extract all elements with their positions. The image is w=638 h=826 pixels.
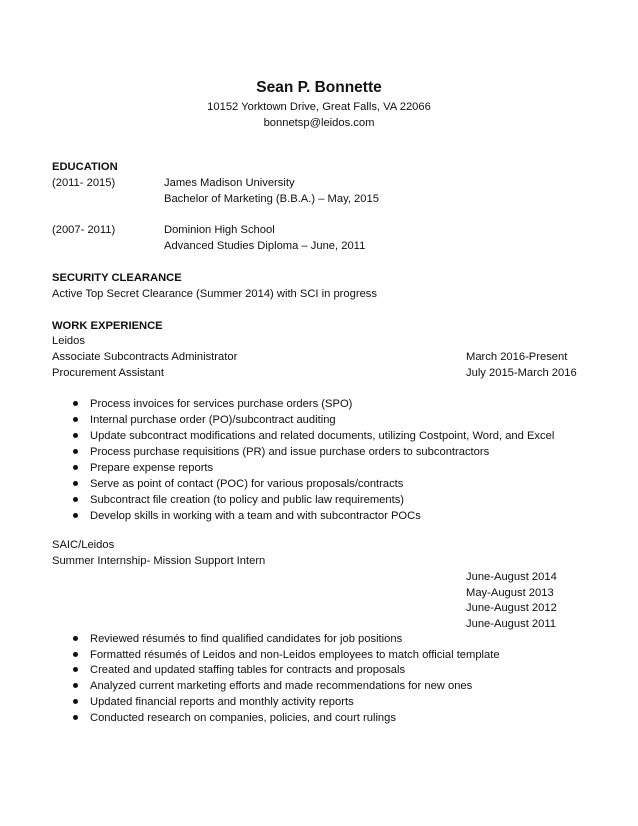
education-school: Dominion High School (164, 224, 275, 236)
address: 10152 Yorktown Drive, Great Falls, VA 22066 (207, 101, 431, 113)
bullet-icon (73, 636, 78, 641)
bullet-icon (73, 481, 78, 486)
bullet-icon (73, 417, 78, 422)
bullet-icon (73, 652, 78, 657)
resume-name: Sean P. Bonnette (256, 79, 382, 96)
bullet-icon (73, 715, 78, 720)
bullet-icon (73, 433, 78, 438)
bullet-icon (73, 401, 78, 406)
bullet-icon (73, 465, 78, 470)
education-school: James Madison University (164, 177, 295, 189)
resume-page: Sean P. Bonnette 10152 Yorktown Drive, Great Falls, VA 22066 bonnetsp@leidos.com EDUCATION (2011- 2015) James Madison University Bachelor of Marketing (B.B.A.) – May, 2015 (2007- 2011) Dominion High School Advanced Studies Diploma – June, 2011 SECURITY CLEARANCE Active Top Secret Clearance (Summer 2014) with SCI in progress WORK EXPERIENCE Leidos Associate Subcontracts Administrator March 2016-Present Procurement Assistant July 2015-March 2016 Process invoices for services purchase orders (SPO) Internal purchase order (PO)/subcontract auditing Update subcontract modifications and related documents, utilizing Costpoint, Word, and Excel Process purchase requisitions (PR) and issue purchase orders to subcontractors Prepare expense reports Serve as point of contact (POC) for various proposals/contracts Subcontract file creation (to policy and public law requirements) Develop skills in working with a team and with subcontractor POCs SAIC/Leidos Summer Internship- Mission Support Intern June-August 2014 May-August 2013 June-August 2012 June-August 2011 Reviewed résumés to find qualified candidates for job positions Formatted résumés of Leidos and non-Leidos employees to match official template Created and updated staffing tables for contracts and proposals Analyzed current marketing efforts and made recommendations for new ones Updated financial reports and monthly activity reports Conducted research on companies, policies, and court rulings (0, 0, 638, 826)
education-degree: Advanced Studies Diploma – June, 2011 (164, 240, 366, 252)
bullet-icon (73, 699, 78, 704)
education-dates: (2007- 2011) (52, 224, 116, 236)
clearance-heading: SECURITY CLEARANCE (52, 272, 182, 284)
bullet-icon (73, 667, 78, 672)
education-dates: (2011- 2015) (52, 177, 116, 189)
work-heading: WORK EXPERIENCE (52, 320, 163, 332)
job-dates: June-August 2011 (466, 618, 556, 630)
clearance-text: Active Top Secret Clearance (Summer 2014) with SCI in progress (52, 288, 377, 300)
bullet-icon (73, 683, 78, 688)
job-title: Procurement Assistant (52, 367, 164, 379)
email: bonnetsp@leidos.com (263, 117, 375, 129)
job-title: Associate Subcontracts Administrator (52, 351, 238, 363)
bullet-icon (73, 449, 78, 454)
employer-name: SAIC/Leidos (52, 539, 115, 551)
bullet-icon (73, 513, 78, 518)
job-dates: March 2016-Present (466, 351, 568, 363)
employer-name: Leidos (52, 335, 85, 347)
job-title: Summer Internship- Mission Support Intern (52, 555, 266, 567)
job-dates: June-August 2012 (466, 602, 557, 614)
job-dates: May-August 2013 (466, 587, 554, 599)
education-heading: EDUCATION (52, 161, 118, 173)
job-dates: June-August 2014 (466, 571, 557, 583)
job-dates: July 2015-March 2016 (466, 367, 577, 379)
bullet-icon (73, 497, 78, 502)
education-degree: Bachelor of Marketing (B.B.A.) – May, 2015 (164, 193, 379, 205)
